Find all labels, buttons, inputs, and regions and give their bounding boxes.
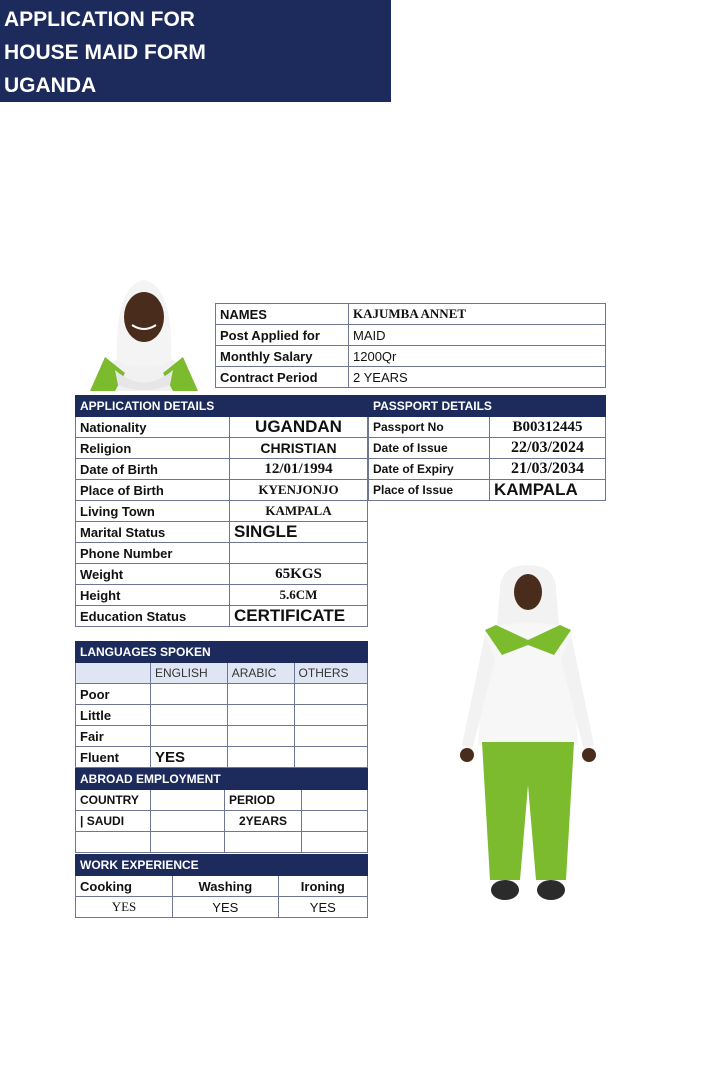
table-row <box>216 304 606 325</box>
passport-no-value: B00312445 <box>490 417 606 438</box>
table-row <box>76 897 368 918</box>
work-col-ironing: Ironing <box>278 876 367 897</box>
form-title <box>0 0 391 102</box>
place-issue-label: Place of Issue <box>369 480 490 501</box>
abroad-heading: ABROAD EMPLOYMENT <box>76 769 368 790</box>
work-experience-table <box>75 854 368 918</box>
table-row <box>369 459 606 480</box>
country-value: | SAUDI <box>76 811 151 832</box>
nationality-value: UGANDAN <box>230 417 368 438</box>
table-row <box>76 564 368 585</box>
poor-others <box>294 684 367 705</box>
little-arabic <box>227 705 294 726</box>
education-label: Education Status <box>76 606 230 627</box>
application-details-table <box>75 395 368 627</box>
contract-label: Contract Period <box>216 367 349 388</box>
title-line-2: HOUSE MAID FORM <box>4 41 206 64</box>
table-row <box>76 684 368 705</box>
pob-value: KYENJONJO <box>230 480 368 501</box>
passport-no-label: Passport No <box>369 417 490 438</box>
passport-details-table <box>368 395 606 501</box>
table-row <box>76 543 368 564</box>
height-label: Height <box>76 585 230 606</box>
height-value: 5.6CM <box>230 585 368 606</box>
table-row <box>76 501 368 522</box>
application-details-heading: APPLICATION DETAILS <box>76 396 368 417</box>
place-issue-value: KAMPALA <box>490 480 606 501</box>
portrait-photo <box>75 255 213 391</box>
period-label: PERIOD <box>225 790 302 811</box>
table-row <box>216 346 606 367</box>
table-row <box>76 606 368 627</box>
fair-others <box>294 726 367 747</box>
date-issue-value: 22/03/2024 <box>490 438 606 459</box>
names-value: KAJUMBA ANNET <box>349 304 606 325</box>
phone-label: Phone Number <box>76 543 230 564</box>
dob-value: 12/01/1994 <box>230 459 368 480</box>
work-col-cooking: Cooking <box>76 876 173 897</box>
names-label: NAMES <box>216 304 349 325</box>
table-row <box>76 438 368 459</box>
level-fair: Fair <box>76 726 151 747</box>
living-town-label: Living Town <box>76 501 230 522</box>
work-washing-value: YES <box>173 897 279 918</box>
phone-value <box>230 543 368 564</box>
little-others <box>294 705 367 726</box>
table-row <box>216 325 606 346</box>
fluent-english: YES <box>151 747 228 768</box>
fluent-others <box>294 747 367 768</box>
language-col-others: OTHERS <box>294 663 367 684</box>
table-row <box>76 459 368 480</box>
title-line-3: UGANDA <box>4 74 97 97</box>
period-value: 2YEARS <box>225 811 302 832</box>
level-fluent: Fluent <box>76 747 151 768</box>
date-issue-label: Date of Issue <box>369 438 490 459</box>
table-row <box>76 811 368 832</box>
little-english <box>151 705 228 726</box>
work-ironing-value: YES <box>278 897 367 918</box>
table-row <box>369 417 606 438</box>
dob-label: Date of Birth <box>76 459 230 480</box>
table-row <box>76 663 368 684</box>
marital-label: Marital Status <box>76 522 230 543</box>
poor-english <box>151 684 228 705</box>
languages-heading: LANGUAGES SPOKEN <box>76 642 368 663</box>
table-row <box>76 832 368 853</box>
salary-value: 1200Qr <box>349 346 606 367</box>
table-row <box>76 522 368 543</box>
fluent-arabic <box>227 747 294 768</box>
fair-english <box>151 726 228 747</box>
contract-value: 2 YEARS <box>349 367 606 388</box>
language-corner <box>76 663 151 684</box>
table-row <box>76 790 368 811</box>
table-row <box>369 480 606 501</box>
country-label: COUNTRY <box>76 790 151 811</box>
header-info-table <box>215 303 606 388</box>
date-expiry-label: Date of Expiry <box>369 459 490 480</box>
title-line-1: APPLICATION FOR <box>4 8 195 31</box>
table-row <box>76 705 368 726</box>
weight-label: Weight <box>76 564 230 585</box>
religion-label: Religion <box>76 438 230 459</box>
work-heading: WORK EXPERIENCE <box>76 855 368 876</box>
date-expiry-value: 21/03/2034 <box>490 459 606 480</box>
table-row <box>76 417 368 438</box>
country-blank <box>151 790 225 811</box>
education-value: CERTIFICATE <box>230 606 368 627</box>
pob-label: Place of Birth <box>76 480 230 501</box>
table-row <box>76 747 368 768</box>
living-town-value: KAMPALA <box>230 501 368 522</box>
abroad-employment-table <box>75 768 368 853</box>
fair-arabic <box>227 726 294 747</box>
table-row <box>369 438 606 459</box>
salary-label: Monthly Salary <box>216 346 349 367</box>
post-value: MAID <box>349 325 606 346</box>
passport-details-heading: PASSPORT DETAILS <box>369 396 606 417</box>
country-extra <box>151 811 225 832</box>
period-blank <box>302 790 368 811</box>
table-row <box>76 585 368 606</box>
level-poor: Poor <box>76 684 151 705</box>
language-col-arabic: ARABIC <box>227 663 294 684</box>
table-row <box>76 726 368 747</box>
languages-table <box>75 641 368 768</box>
work-col-washing: Washing <box>173 876 279 897</box>
poor-arabic <box>227 684 294 705</box>
table-row <box>216 367 606 388</box>
table-row <box>76 480 368 501</box>
religion-value: CHRISTIAN <box>230 438 368 459</box>
full-length-photo <box>440 560 600 915</box>
level-little: Little <box>76 705 151 726</box>
work-cooking-value: YES <box>76 897 173 918</box>
table-row <box>76 876 368 897</box>
post-label: Post Applied for <box>216 325 349 346</box>
nationality-label: Nationality <box>76 417 230 438</box>
weight-value: 65KGS <box>230 564 368 585</box>
language-col-english: ENGLISH <box>151 663 228 684</box>
period-extra <box>302 811 368 832</box>
marital-value: SINGLE <box>230 522 368 543</box>
